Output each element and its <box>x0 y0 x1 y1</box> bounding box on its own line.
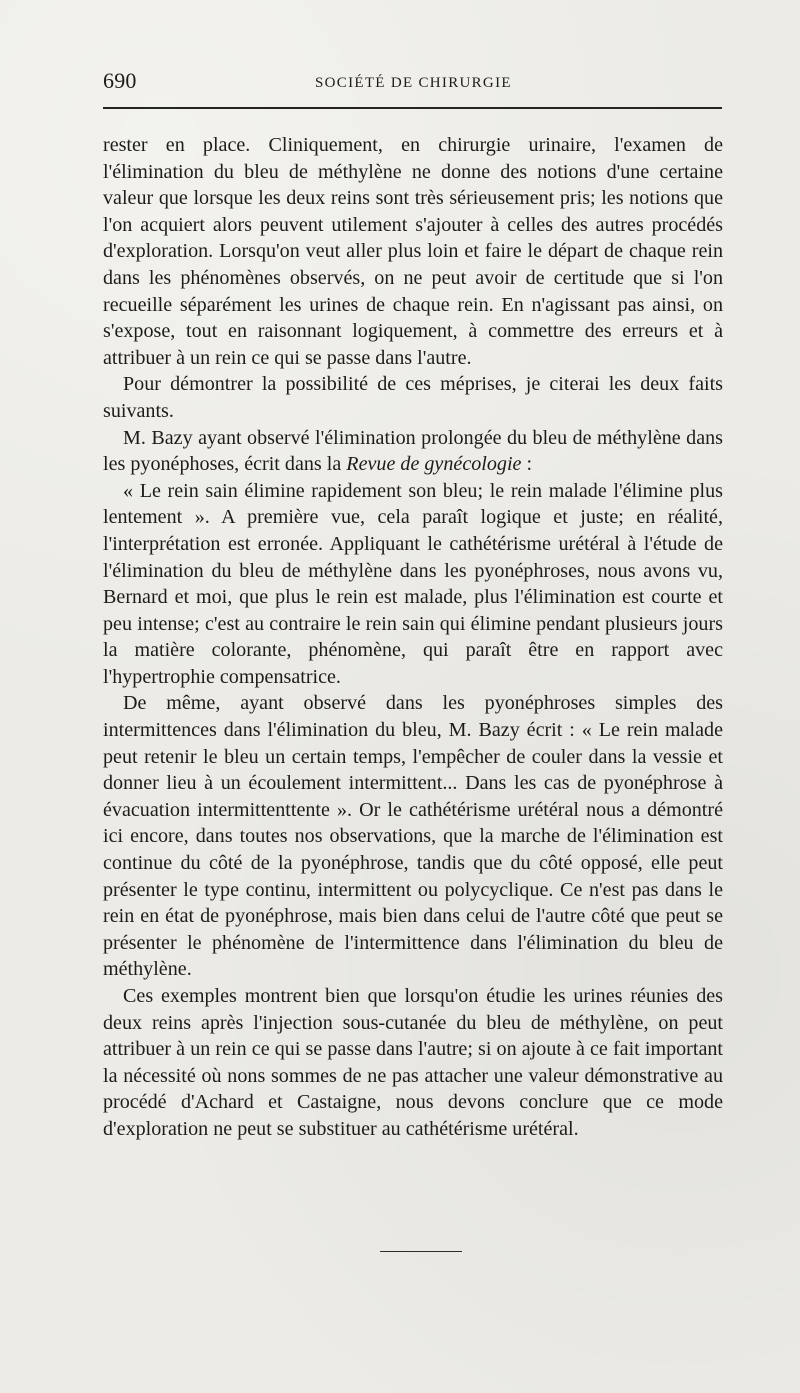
paragraph-2: Pour démontrer la possibilité de ces méprises, je citerai les deux faits suivants. <box>103 373 723 422</box>
paragraph-3-text: M. Bazy ayant observé l'élimination prolongée du bleu de méthylène dans les pyonéphoses, écrit dans la <box>103 426 723 476</box>
page-number: 690 <box>103 68 137 93</box>
journal-title: Revue de gynécologie <box>346 453 522 476</box>
header-rule <box>103 107 722 109</box>
page-header <box>103 66 725 100</box>
main-text <box>103 132 723 1143</box>
running-head: SOCIÉTÉ DE CHIRURGIE <box>315 75 512 91</box>
paragraph-4: « Le rein sain élimine rapidement son bleu; le rein malade l'élimine plus lentement ». A première vue, cela paraît logique et juste; en réalité, l'interprétation est erronée. Appliquant le cathétérisme urétéral à l'étude de l'élimination du bleu de méthylène dans les pyonéphroses, nous avons vu, Bernard et moi, que plus le rein est malade, plus l'élimination est courte et peu intense; c'est au contraire le rein sain qui élimine pendant plusieurs jours la matière colorante, phénomène, qui paraît être en rapport avec l'hypertrophie compensatrice. <box>103 479 723 688</box>
end-rule <box>380 1251 462 1252</box>
paragraph-5: De même, ayant observé dans les pyonéphroses simples des intermittences dans l'élimination du bleu, M. Bazy écrit : « Le rein malade peut retenir le bleu un certain temps, l'empêcher de couler dans la vessie et donner lieu à un écoulement intermittent... Dans les cas de pyonéphrose à évacuation intermittenttente ». Or le cathétérisme urétéral nous a démontré ici encore, dans toutes nos observations, que la marche de l'élimination est continue du côté de la pyonéphrose, tandis que du côté opposé, elle peut présenter le type continu, intermittent ou polycyclique. Ce n'est pas dans le rein en état de pyonéphrose, mais bien dans celui de l'autre côté que peut se présenter le phénomène de l'intermittence dans l'élimination du bleu de méthylène. <box>103 692 723 981</box>
paragraph-6: Ces exemples montrent bien que lorsqu'on étudie les urines réunies des deux reins après l'injection sous-cutanée du bleu de méthylène, on peut attribuer à un rein ce qui se passe dans l'autre; si on ajoute à ce fait important la nécessité où nons sommes de ne pas attacher une valeur démonstrative au procédé d'Achard et Castaigne, nous devons conclure que ce mode d'exploration ne peut se substituer au cathétérisme urétéral. <box>103 985 723 1140</box>
paragraph-3 <box>103 425 723 478</box>
paragraph-3-ending: : <box>521 453 533 476</box>
paragraph-1: rester en place. Cliniquement, en chirurgie urinaire, l'examen de l'élimination du bleu de méthylène ne donne des notions d'une certaine valeur que lorsque les deux reins sont très sérieusement pris; les notions que l'on acquiert alors peuvent utilement s'ajouter à celles des autres procédés d'exploration. Lorsqu'on veut aller plus loin et faire le départ de chaque rein dans les phénomènes observés, on ne peut avoir de certitude que si l'on recueille séparément les urines de chaque rein. En n'agissant pas ainsi, on s'expose, tout en raisonnant logiquement, à commettre des erreurs et à attribuer à un rein ce qui se passe dans l'autre. <box>103 134 723 369</box>
